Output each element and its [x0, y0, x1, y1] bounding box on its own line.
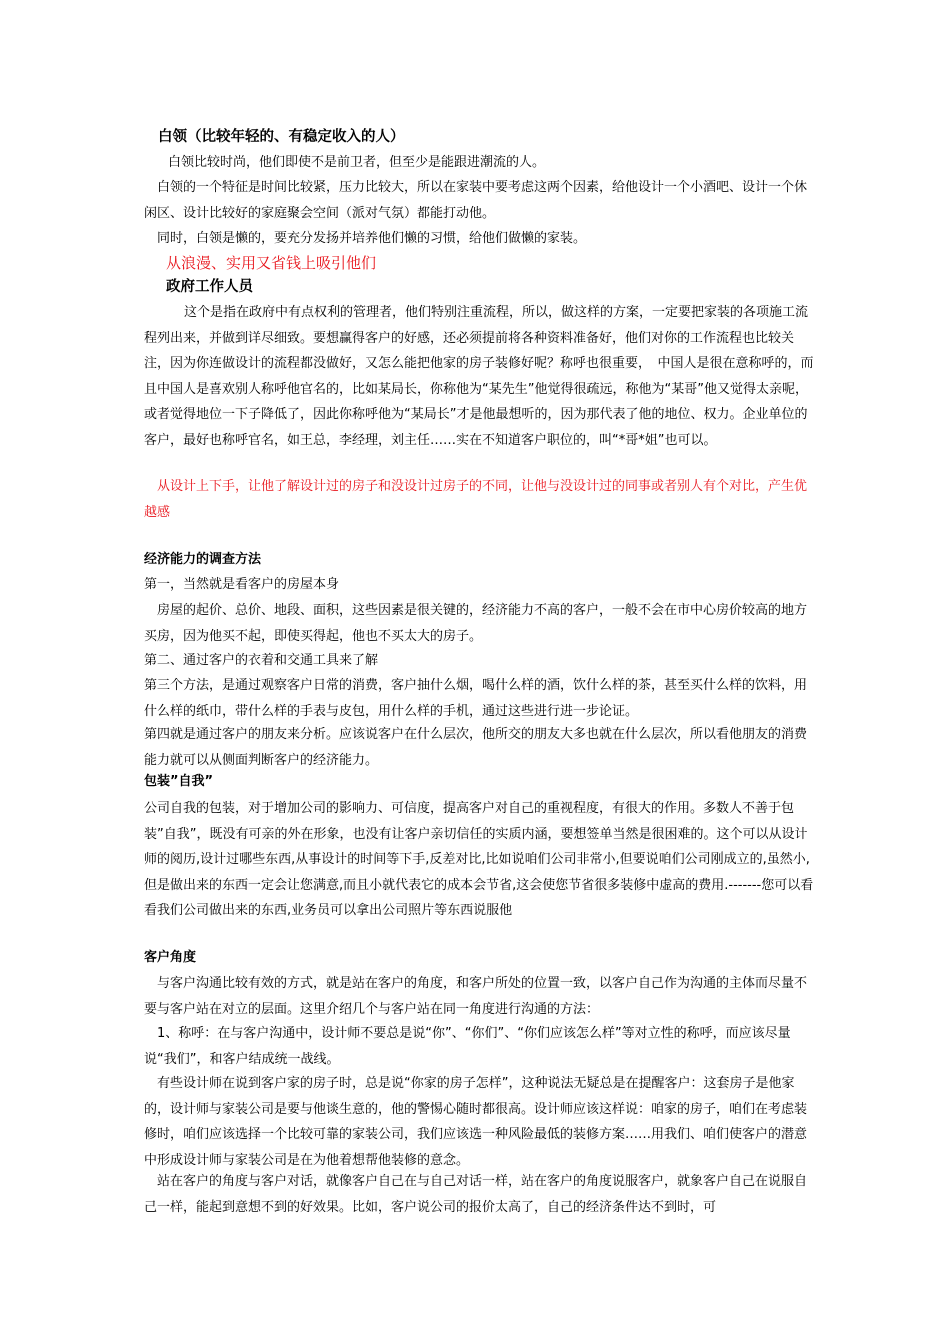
paragraph: 房屋的起价、总价、地段、面积，这些因素是很关键的，经济能力不高的客户，一般不会在市中心房价较高的地方买房，因为他买不起，即使买得起，他也不买太大的房子。: [144, 603, 808, 644]
section-heading-customer: 客户角度: [144, 950, 197, 965]
paragraph: 第四就是通过客户的朋友来分析。应该说客户在什么层次，他所交的朋友大多也就在什么层次，所以看他朋友的消费能力就可以从侧面判断客户的经济能力。: [144, 727, 808, 768]
highlight-slogan: 从设计上下手，让他了解设计过的房子和没设计过房子的不同，让他与没设计过的同事或者别人有个对比，产生优越感: [144, 479, 808, 520]
section-heading-packaging: 包装”自我”: [144, 774, 214, 789]
paragraph: 白领比较时尚，他们即使不是前卫者，但至少是能跟进潮流的人。: [168, 155, 546, 170]
paragraph: 这个是指在政府中有点权利的管理者，他们特别注重流程，所以，做这样的方案，一定要把家装的各项施工流程列出来，并做到详尽细致。要想赢得客户的好感，还必须提前将各种资料准备好，他们对你的工作流程也比较关注，因为你连做设计的流程都没做好，又怎么能把他家的房子装修好呢？称呼也很重要， 中国人是很在意称呼的，而且中国人是喜欢别人称呼他官名的，比如某局长，你称他为“某先生”他觉得很疏远，称他为“某哥”他又觉得太亲呢，或者觉得地位一下子降低了，因此你称呼他为“某局长”才是他最想听的，因为那代表了他的地位、权力。企业单位的客户，最好也称呼官名，如王总，李经理，刘主任……实在不知道客户职位的，叫“*哥*姐”也可以。: [144, 305, 814, 448]
highlight-slogan: 从浪漫、实用又省钱上吸引他们: [166, 254, 377, 272]
paragraph: 第三个方法，是通过观察客户日常的消费，客户抽什么烟，喝什么样的酒，饮什么样的茶，甚至买什么样的饮料，用什么样的纸巾，带什么样的手表与皮包，用什么样的手机，通过这些进行进一步论证。: [144, 678, 808, 719]
paragraph: 与客户沟通比较有效的方式，就是站在客户的角度，和客户所处的位置一致，以客户自己作为沟通的主体而尽量不要与客户站在对立的层面。这里介绍几个与客户站在同一角度进行沟通的方法：: [144, 976, 808, 1017]
paragraph: 同时，白领是懒的，要充分发扬并培养他们懒的习惯，给他们做懒的家装。: [157, 231, 587, 246]
paragraph: 第一，当然就是看客户的房屋本身: [144, 577, 340, 592]
section-heading-white-collar: 白领（比较年轻的、有稳定收入的人）: [158, 129, 405, 145]
paragraph: 第二、通过客户的衣着和交通工具来了解: [144, 653, 379, 668]
paragraph: 站在客户的角度与客户对话，就像客户自己在与自己对话一样，站在客户的角度说服客户，就象客户自己在说服自己一样，能起到意想不到的好效果。比如，客户说公司的报价太高了，自己的经济条件达不到时，可: [144, 1174, 808, 1215]
section-heading-economic: 经济能力的调查方法: [144, 552, 262, 567]
paragraph: 白领的一个特征是时间比较紧，压力比较大，所以在家装中要考虑这两个因素，给他设计一个小酒吧、设计一个休闲区、设计比较好的家庭聚会空间（派对气氛）都能打动他。: [144, 180, 808, 221]
section-heading-government: 政府工作人员: [166, 279, 253, 295]
paragraph: 有些设计师在说到客户家的房子时，总是说“你家的房子怎样”，这种说法无疑总是在提醒客户：这套房子是他家的，设计师与家装公司是要与他谈生意的，他的警惕心随时都很高。设计师应该这样说：咱家的房子，咱们在考虑装修时，咱们应该选择一个比较可靠的家装公司，我们应该选一种风险最低的装修方案……用我们、咱们使客户的潜意中形成设计师与家装公司是在为他着想帮他装修的意念。: [144, 1076, 808, 1168]
paragraph: 公司自我的包装，对于增加公司的影响力、可信度，提高客户对自己的重视程度，有很大的作用。多数人不善于包装”自我”，既没有可亲的外在形象，也没有让客户亲切信任的实质内涵，要想签单当然是很困难的。这个可以从设计师的阅历,设计过哪些东西,从事设计的时间等下手,反差对比,比如说咱们公司非常小,但要说咱们公司刚成立的,虽然小,但是做出来的东西一定会让您满意,而且小就代表它的成本会节省,这会使您节省很多装修中虚高的费用.-------您可以看看我们公司做出来的东西,业务员可以拿出公司照片等东西说服他: [144, 801, 814, 918]
paragraph: 1、称呼：在与客户沟通中，设计师不要总是说“你”、“你们”、“你们应该怎么样”等对立性的称呼，而应该尽量说“我们”，和客户结成统一战线。: [144, 1026, 791, 1067]
